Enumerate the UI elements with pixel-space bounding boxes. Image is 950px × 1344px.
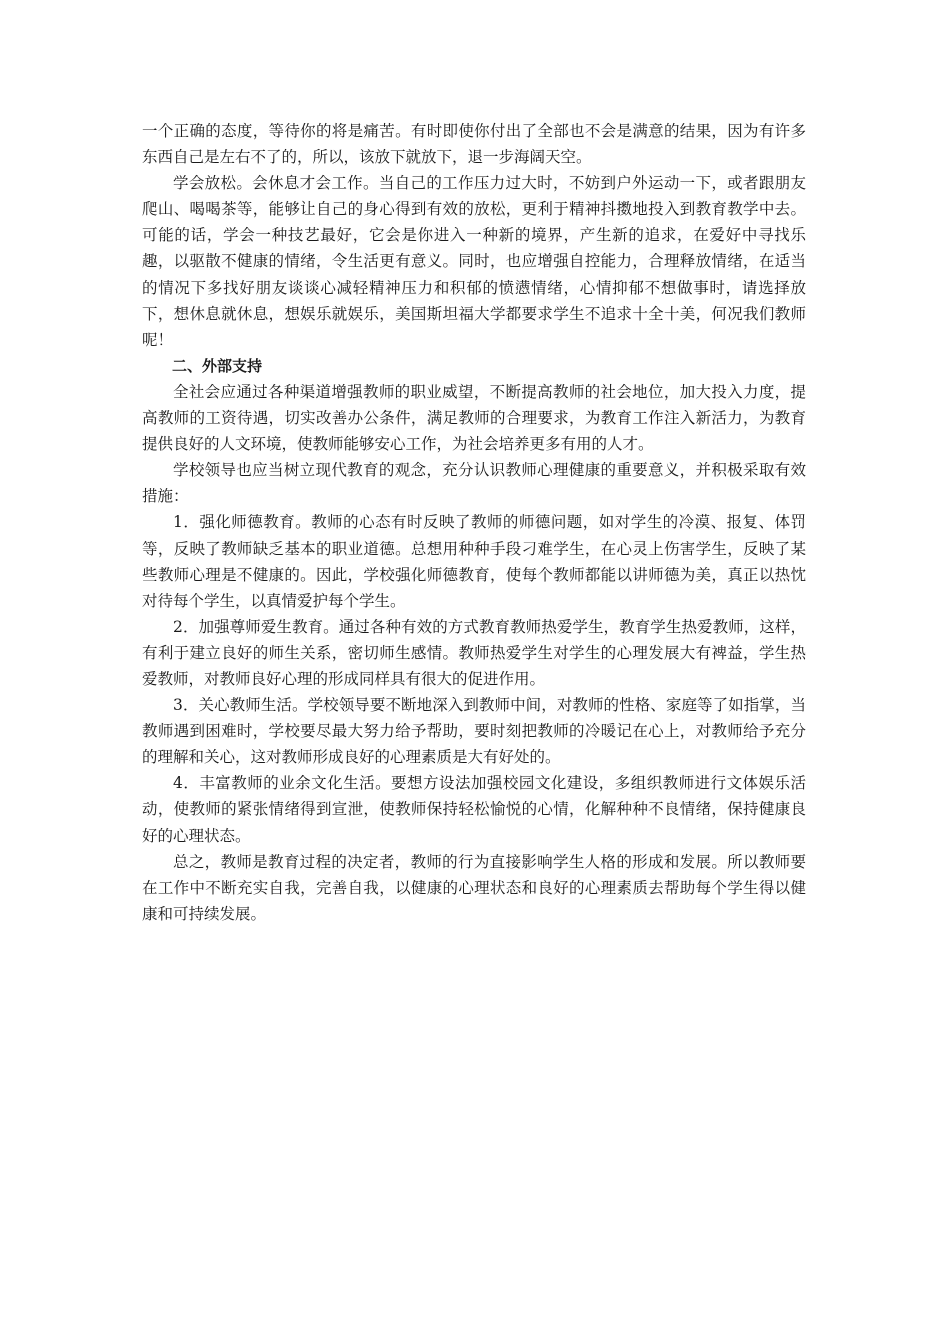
list-item-1-ethics: 1．强化师德教育。教师的心态有时反映了教师的师德问题，如对学生的冷漠、报复、体罚等，反映了教师缺乏基本的职业道德。总想用种种手段刁难学生，在心灵上伤害学生，反映了某些教师心理是不健康的。因此，学校强化师德教育，使每个教师都能以讲师德为美，真正以热忱对待每个学生，以真情爱护每个学生。: [142, 513, 806, 610]
document-body: [142, 118, 806, 927]
paragraph-society: 全社会应通过各种渠道增强教师的职业威望，不断提高教师的社会地位，加大投入力度，提高教师的工资待遇，切实改善办公条件，满足教师的合理要求，为教育工作注入新活力，为教育提供良好的人文环境，使教师能够安心工作，为社会培养更多有用的人才。: [142, 382, 806, 454]
section-heading-external-support: 二、外部支持: [172, 356, 263, 375]
paragraph-continuation: 一个正确的态度，等待你的将是痛苦。有时即使你付出了全部也不会是满意的结果，因为有许多东西自己是左右不了的，所以，该放下就放下，退一步海阔天空。: [142, 122, 806, 167]
list-item-2-respect: 2．加强尊师爱生教育。通过各种有效的方式教育教师热爱学生，教育学生热爱教师，这样，有利于建立良好的师生关系，密切师生感情。教师热爱学生对学生的心理发展大有裨益，学生热爱教师，对教师良好心理的形成同样具有很大的促进作用。: [142, 617, 806, 688]
list-item-3-care: 3．关心教师生活。学校领导要不断地深入到教师中间，对教师的性格、家庭等了如指掌，当教师遇到困难时，学校要尽最大努力给予帮助，要时刻把教师的冷暖记在心上，对教师给予充分的理解和关心，这对教师形成良好的心理素质是大有好处的。: [142, 696, 806, 767]
paragraph-school-leaders: 学校领导也应当树立现代教育的观念，充分认识教师心理健康的重要意义，并积极采取有效措施：: [142, 461, 806, 506]
paragraph-conclusion: 总之，教师是教育过程的决定者，教师的行为直接影响学生人格的形成和发展。所以教师要在工作中不断充实自我，完善自我，以健康的心理状态和良好的心理素质去帮助每个学生得以健康和可持续发展。: [142, 852, 806, 923]
paragraph-learn-to-relax: 学会放松。会休息才会工作。当自己的工作压力过大时，不妨到户外运动一下，或者跟朋友爬山、喝喝茶等，能够让自己的身心得到有效的放松，更利于精神抖擞地投入到教育教学中去。可能的话，学会一种技艺最好，它会是你进入一种新的境界，产生新的追求，在爱好中寻找乐趣，以驱散不健康的情绪，令生活更有意义。同时，也应增强自控能力，合理释放情绪，在适当的情况下多找好朋友谈谈心减轻精神压力和积郁的愤懑情绪，心情抑郁不想做事时，请选择放下，想休息就休息，想娱乐就娱乐，美国斯坦福大学都要求学生不追求十全十美，何况我们教师呢！: [142, 174, 806, 349]
list-item-4-culture: 4．丰富教师的业余文化生活。要想方设法加强校园文化建设，多组织教师进行文体娱乐活动，使教师的紧张情绪得到宣泄，使教师保持轻松愉悦的心情，化解种种不良情绪，保持健康良好的心理状态。: [142, 774, 806, 845]
